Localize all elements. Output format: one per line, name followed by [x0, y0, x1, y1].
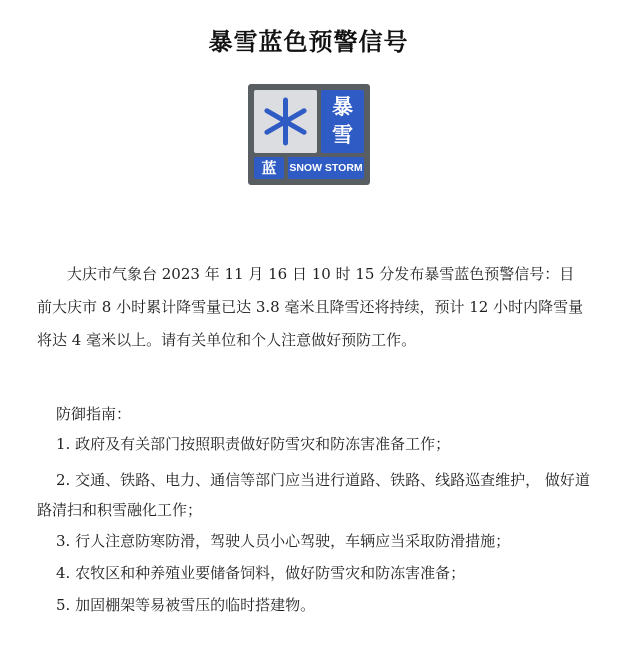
sign-characters	[321, 90, 364, 153]
sign-level-char: 蓝	[254, 157, 284, 179]
snowflake-icon	[254, 90, 317, 153]
snowstorm-warning-sign	[248, 84, 370, 185]
sign-char-bottom: 雪	[332, 123, 353, 147]
guidance-title: 防御指南：	[56, 405, 132, 423]
guidance-item: 3. 行人注意防寒防滑，驾驶人员小心驾驶，车辆应当采取防滑措施；	[56, 532, 511, 550]
snowflake-panel	[254, 90, 317, 153]
guidance-item: 4. 农牧区和种养殖业要储备饲料，做好防雪灾和防冻害准备；	[56, 564, 466, 582]
guidance-item: 2. 交通、铁路、电力、通信等部门应当进行道路、铁路、线路巡查维护， 做好道路清扫和积雪融化工作；	[37, 471, 590, 519]
guidance-item: 1. 政府及有关部门按照职责做好防雪灾和防冻害准备工作；	[56, 435, 451, 453]
guidance-item: 5. 加固棚架等易被雪压的临时搭建物。	[56, 596, 316, 614]
sign-label: SNOW STORM	[288, 157, 364, 179]
page-title: 暴雪蓝色预警信号	[208, 28, 409, 56]
announcement-paragraph: 大庆市气象台 2023 年 11 月 16 日 10 时 15 分发布暴雪蓝色预警信号：目前大庆市 8 小时累计降雪量已达 3.8 毫米且降雪还将持续，预计 12 小时内降雪量将达 4 毫米以上。请有关单位和个人注意做好预防工作。	[37, 265, 584, 349]
sign-char-top: 暴	[332, 95, 353, 119]
